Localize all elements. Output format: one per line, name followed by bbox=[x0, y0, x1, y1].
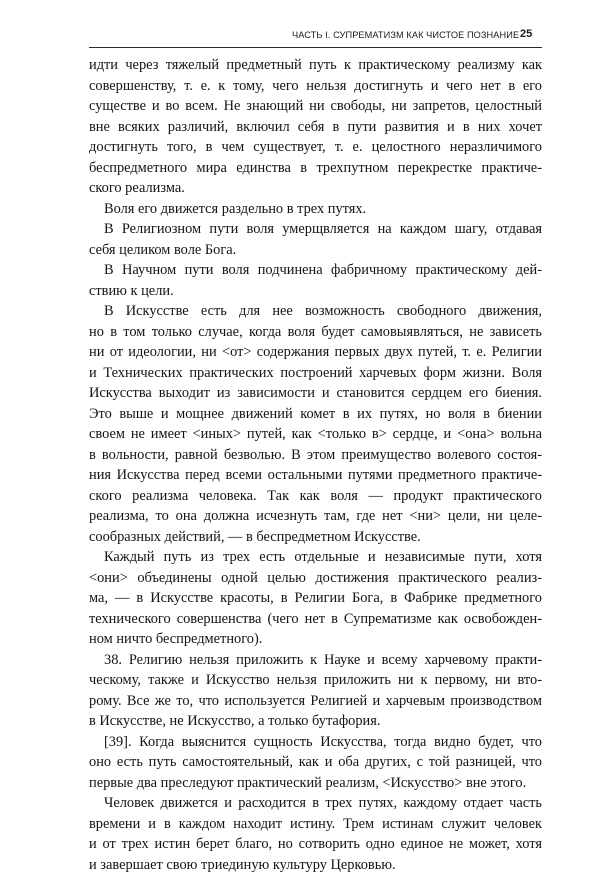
paragraph bbox=[89, 199, 542, 220]
text-line: Искусства выходит из зависимости и становится сердцем его биения. bbox=[89, 383, 542, 404]
text-line: ния Искусства перед всеми остальными путями предметного практиче- bbox=[89, 465, 542, 486]
text-line: в Искусстве, не Искусство, а только бутафория. bbox=[89, 711, 542, 732]
text-line: [39]. Когда выяснится сущность Искусства, тогда видно будет, что bbox=[89, 732, 542, 753]
text-line: <они> объединены одной целью достижения практического реализ- bbox=[89, 568, 542, 589]
text-line: времени и в каждом находит истину. Трем истинам служит человек bbox=[89, 814, 542, 835]
paragraph bbox=[89, 650, 542, 732]
text-line: ского реализма человека. Так как воля — продукт практического bbox=[89, 486, 542, 507]
text-line: Каждый путь из трех есть отдельные и независимые пути, хотя bbox=[89, 547, 542, 568]
text-line: В Научном пути воля подчинена фабричному практическому дей- bbox=[89, 260, 542, 281]
text-line: совершенству, т. е. к тому, чего нельзя достигнуть и чего нет в его bbox=[89, 76, 542, 97]
paragraph bbox=[89, 219, 542, 260]
text-line: реализма, то она должна исчезнуть там, где нет <ни> цели, ни целе- bbox=[89, 506, 542, 527]
text-line: В Искусстве есть для нее возможность свободного движения, bbox=[89, 301, 542, 322]
text-line: своем не имеет <иных> путей, как <только в> сердце, и <она> вольна bbox=[89, 424, 542, 445]
text-line: ствию к цели. bbox=[89, 281, 542, 302]
text-line: беспредметного мира единства в трехпутном перекрестке практиче- bbox=[89, 158, 542, 179]
paragraph bbox=[89, 732, 542, 794]
text-line: ческому, также и Искусство нельзя приложить ни к первому, ни вто- bbox=[89, 670, 542, 691]
text-line: сообразных действий, — в беспредметном Искусстве. bbox=[89, 527, 542, 548]
header-rule bbox=[89, 47, 542, 48]
text-line: оно есть путь самостоятельный, как и оба других, с той разницей, что bbox=[89, 752, 542, 773]
text-line: 38. Религию нельзя приложить к Науке и всему харчевому практи- bbox=[89, 650, 542, 671]
text-line: Человек движется и расходится в трех путях, каждому отдает часть bbox=[89, 793, 542, 814]
text-line: но в том только случае, когда воля будет самовыявляться, не зависеть bbox=[89, 322, 542, 343]
body-text bbox=[89, 55, 542, 875]
text-line: ном ничто беспредметного). bbox=[89, 629, 542, 650]
text-line: вне всяких различий, включил себя в пути развития и в них хочет bbox=[89, 117, 542, 138]
paragraph bbox=[89, 793, 542, 875]
text-line: и Технических практических построений харчевых форм жизни. Воля bbox=[89, 363, 542, 384]
text-line: Это выше и мощнее движений комет в их путях, но воля в биении bbox=[89, 404, 542, 425]
text-line: ни от идеологии, ни <от> содержания первых двух путей, т. е. Религии bbox=[89, 342, 542, 363]
text-line: достигнуть того, в чем существует, т. е. целостного неразличимого bbox=[89, 137, 542, 158]
text-line: и завершает свою триединую культуру Церковью. bbox=[89, 855, 542, 875]
text-line: идти через тяжелый предметный путь к практическому реализму как bbox=[89, 55, 542, 76]
paragraph bbox=[89, 547, 542, 650]
page-number: 25 bbox=[520, 28, 532, 40]
text-line: существе и во всем. Не знающий ни свободы, ни запретов, целостный bbox=[89, 96, 542, 117]
text-line: ма, — в Искусстве красоты, в Религии Бога, в Фабрике предметного bbox=[89, 588, 542, 609]
running-title: ЧАСТЬ I. СУПРЕМАТИЗМ КАК ЧИСТОЕ ПОЗНАНИЕ bbox=[292, 30, 514, 40]
paragraph bbox=[89, 260, 542, 301]
paragraph bbox=[89, 55, 542, 199]
text-line: технического совершенства (чего нет в Супрематизме как освобожден- bbox=[89, 609, 542, 630]
text-line: первые два преследуют практический реализм, <Искусство> вне этого. bbox=[89, 773, 542, 794]
text-line: в вольности, равной безволью. В этом преимущество волевого состоя- bbox=[89, 445, 542, 466]
text-line: ского реализма. bbox=[89, 178, 542, 199]
text-line: Воля его движется раздельно в трех путях. bbox=[89, 199, 542, 220]
text-line: себя целиком воле Бога. bbox=[89, 240, 542, 261]
text-line: и от трех истин берет благо, но сотворить одно единое не может, хотя bbox=[89, 834, 542, 855]
text-line: рому. Все же то, что используется Религией и харчевым производством bbox=[89, 691, 542, 712]
text-line: В Религиозном пути воля умерщвляется на каждом шагу, отдавая bbox=[89, 219, 542, 240]
paragraph bbox=[89, 301, 542, 547]
